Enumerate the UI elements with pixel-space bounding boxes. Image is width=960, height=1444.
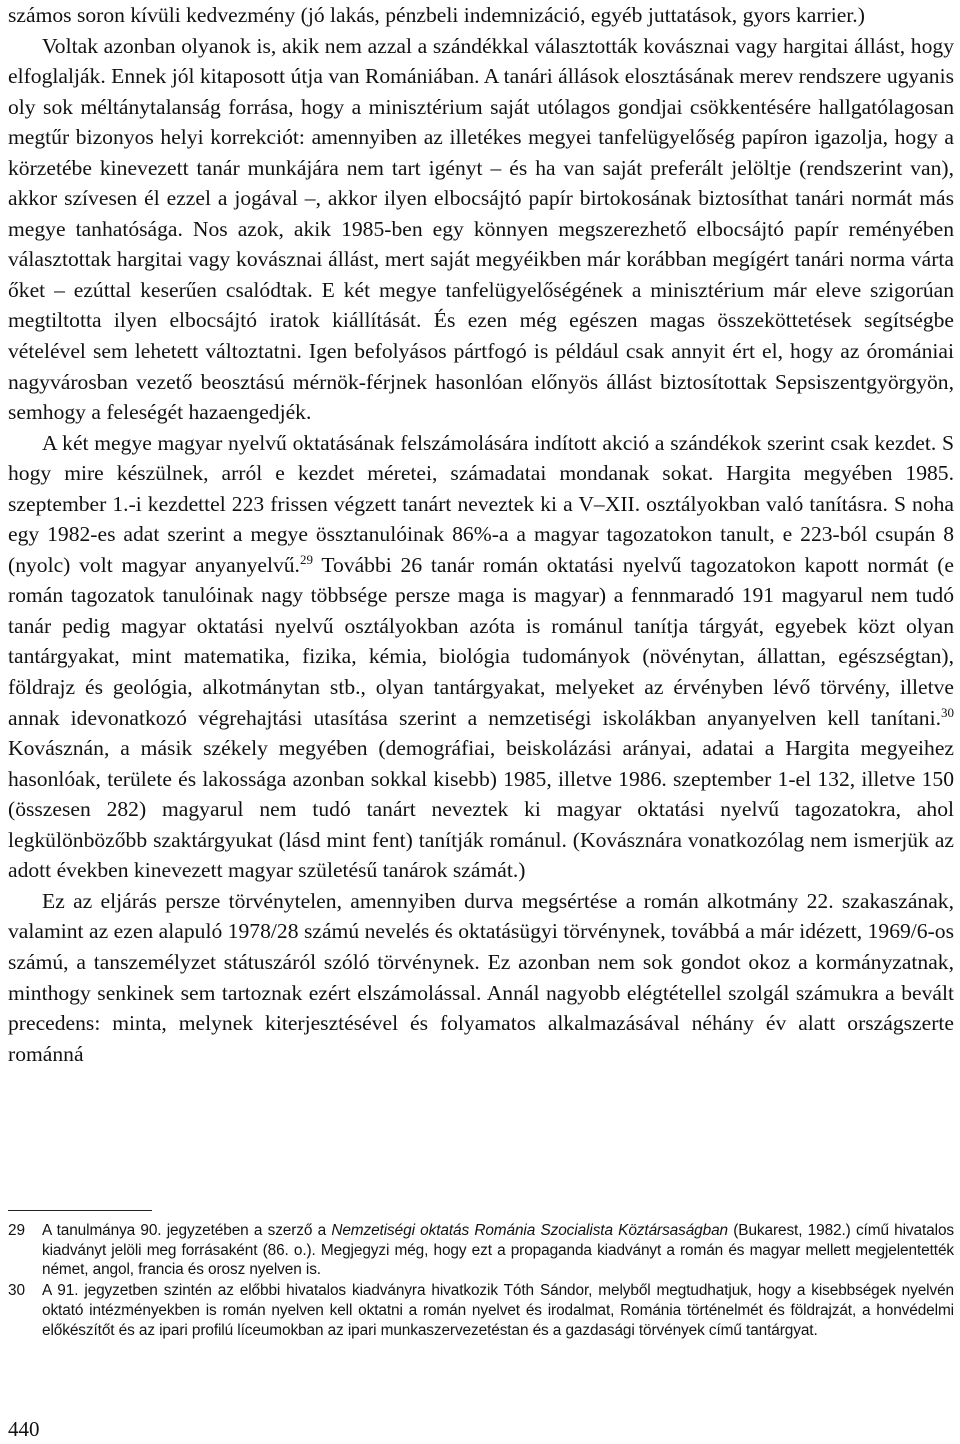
paragraph: Voltak azonban olyanok is, akik nem azzal a szándékkal választották kovásznai vagy hargitai állást, hogy elfoglalják. Ennek jól kitaposott útja van Romániában. A tanári állások elosztásának merev rendszere ugyanis oly sok méltánytalanság forrása, hogy a minisztérium saját utólagos gondjai csökkentésére hallgatólagosan megtűr bizonyos helyi korrekciót: amennyiben az illetékes megyei tanfelügyelőség papíron igazolja, hogy a körzetébe kinevezett tanár munkájára nem tart igényt – és ha van saját preferált jelöltje (rendszerint van), akkor szívesen él ezzel a jogával –, akkor ilyen elbocsájtó papír birtokosának biztosíthat tanári normát más megye tanhatósága. Nos azok, akik 1985-ben egy könnyen megszerezhető elbocsájtó papír reményében választottak hargitai vagy kovásznai állást, mert saját megyéikben már korábban megígért tanári norma várta őket – ezúttal keserűen csalódtak. E két megye tanfelügyelőségének a minisztérium már eleve szigorúan megtiltotta ilyen elbocsájtó iratok kiállítását. És ezen még egészen magas összeköttetések segítségbe vételével sem lehetett változtatni. Igen befolyásos pártfogó is például csak annyit ért el, hogy az óromániai nagyvárosban vezető beosztású mérnök-férjnek hasonlóan előnyös állást biztosítottak Sepsiszentgyörgyön, semhogy a feleségét hazaengedjék. (8, 33, 954, 425)
paragraph: Ez az eljárás persze törvénytelen, amennyiben durva megsértése a román alkotmány 22. szakaszának, valamint az ezen alapuló 1978/28 számú nevelés és oktatásügyi törvénynek, továbbá a már idézett, 1969/6-os számú, a tanszemélyzet státuszáról szóló törvénynek. Ez azonban nem sok gondot okoz a kormányzatnak, minthogy senkinek sem tartoznak ezért elszámolással. Annál nagyobb elégtétellel szolgál számukra a bevált precedens: minta, melynek kiterjesztésével és folyamatos alkalmazásával néhány év alatt országszerte románná (8, 888, 954, 1066)
footnote-text-part: A tanulmánya 90. jegyzetében a szerző a (42, 1222, 332, 1239)
footnote-number: 30 (8, 1282, 25, 1300)
footnote-text-part: (Bukarest, 1982.) című hivatalos kiadványt jelöli meg forrásaként (86. o.). Megjegyzi még, hogy ezt a propaganda kiadványt a román és magyar mellett megjelentették német, angol, francia és orosz nyelven is. (42, 1222, 954, 1279)
footnote-number: 29 (8, 1222, 25, 1239)
footnote-separator (8, 1210, 152, 1211)
paragraph-text: Kovásznán, a másik székely megyében (demográfiai, beiskolázási arányai, adatai a Hargita megyeihez hasonlóak, területe és lakossága azonban sokkal kisebb) 1985, illetve 1986. szeptember 1-el 132, illetve 150 (összesen 282) magyarul nem tudó tanárt neveztek ki magyar oktatási nyelvű tagozatokra, ahol legkülönbözőbb szaktárgyukat (lásd mint fent) tanítják románul. (Kovásznára vonatkozólag nem ismerjük az adott években kinevezett magyar születésű tanárok számát.) (8, 736, 954, 883)
paragraph (8, 428, 954, 886)
footnote-text (42, 1221, 954, 1280)
footnote-cited-title: Nemzetiségi oktatás Románia Szocialista Köztársaságban (331, 1222, 729, 1239)
footnote (8, 1221, 954, 1280)
paragraph-text: A két megye magyar nyelvű oktatásának felszámolására indított akció a szándékok szerint csak kezdet. S hogy mire készülnek, arról e kezdet méretei, számadatai mondanak sokat. Hargita megyében 1985. szeptember 1.-i kezdettel 223 frissen végzett tanárt neveztek ki a V–XII. osztályokban való tanításra. S noha egy 1982-es adat szerint a megye össztanulóinak 86%-a a magyar tagozatokon tanult, e 223-ból csupán 8 (nyolc) volt magyar anyanyelvű. (8, 430, 954, 577)
paragraph-text: További 26 tanár román oktatási nyelvű tagozatokon kapott normát (e román tagozatok tanulóinak nagy többsége persze maga is magyar) a fennmaradó 191 magyarul nem tudó tanár pedig magyar oktatási nyelvű osztályokban azóta is románul tanítja tárgyát, egyebek közt olyan tantárgyakat, mint matematika, fizika, kémia, biológia tudományok (növénytan, állattan, egészségtan), földrajz és geológia, alkotmánytan stb., olyan tantárgyakat, melyeket az érvényben lévő törvény, illetve annak idevonatkozó végrehajtási utasítása szerint a nemzetiségi iskolákban anyanyelven kell tanítani. (8, 552, 954, 730)
page-body (8, 0, 954, 1069)
footnote-reference[interactable]: 30 (941, 704, 954, 720)
footnotes (8, 1221, 954, 1341)
paragraph-continued: számos soron kívüli kedvezmény (jó lakás, pénzbeli indemnizáció, egyéb juttatások, gyors karrier.) (8, 3, 865, 27)
footnote-reference[interactable]: 29 (299, 551, 313, 567)
footnote-text: A 91. jegyzetben szintén az előbbi hivatalos kiadványra hivatkozik Tóth Sándor, melyből megtudhatjuk, hogy a kisebbségek nyelvén oktató intézményekben is román nyelven kell oktatni a román nyelvet és irodalmat, Románia történelmét és földrajzát, a honvédelmi előkészítőt és az ipari profilú líceumokban az ipari munkaszervezetéstan és a gazdasági törvények című tantárgyat. (42, 1282, 954, 1339)
page-number: 440 (8, 1417, 40, 1441)
footnote (8, 1281, 954, 1340)
